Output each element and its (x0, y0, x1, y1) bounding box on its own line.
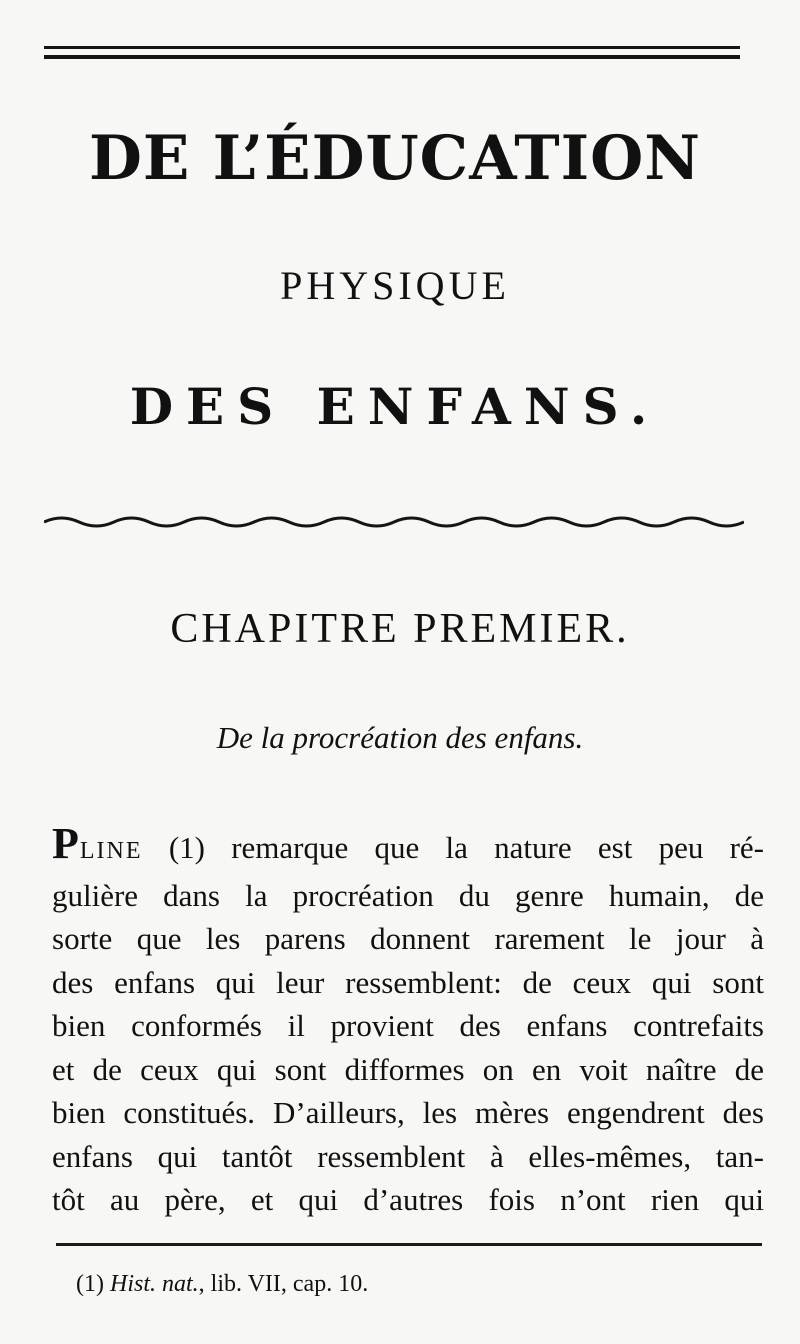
footnote-marker: (1) (76, 1271, 104, 1297)
chapter-heading: CHAPITRE PREMIER. (170, 606, 630, 652)
body-line (52, 819, 765, 874)
body-line: gulière dans la procréation du genre humain, de (52, 877, 764, 913)
page-subtitle-2: DES ENFANS. (129, 377, 661, 436)
body-line: enfans qui tantôt ressemblent à elles-mêmes, tan- (52, 1138, 764, 1174)
chapter-subheading: De la procréation des enfans. (216, 720, 584, 755)
page-title: DE L’ÉDUCATION (88, 123, 702, 194)
body-line: bien conformés il provient des enfans contrefaits (52, 1008, 764, 1043)
drop-cap: P (52, 819, 80, 868)
body-line: tôt au père, et qui d’autres fois n’ont rien qui (52, 1182, 764, 1217)
lead-small-caps: LINE (79, 838, 143, 864)
footnote-source: Hist. nat. (109, 1271, 199, 1297)
footnote-rule (56, 1243, 762, 1246)
page-subtitle: PHYSIQUE (280, 263, 510, 308)
footnote-rest: , lib. VII, cap. 10. (198, 1271, 369, 1297)
wavy-divider (44, 512, 744, 532)
body-line: des enfans qui leur ressemblent: de ceux qui sont (52, 964, 764, 1000)
body-line: bien constitués. D’ailleurs, les mères engendrent des (52, 1095, 764, 1130)
body-text (52, 819, 765, 1222)
top-rule-thick (44, 55, 740, 59)
body-line: et de ceux qui sont difformes on en voit naître de (52, 1051, 764, 1087)
top-rule-thin (44, 46, 740, 49)
footnote (76, 1272, 676, 1296)
body-line: sorte que les parens donnent rarement le jour à (52, 921, 764, 956)
body-line-rest: (1) remarque que la nature est peu ré- (168, 830, 765, 865)
